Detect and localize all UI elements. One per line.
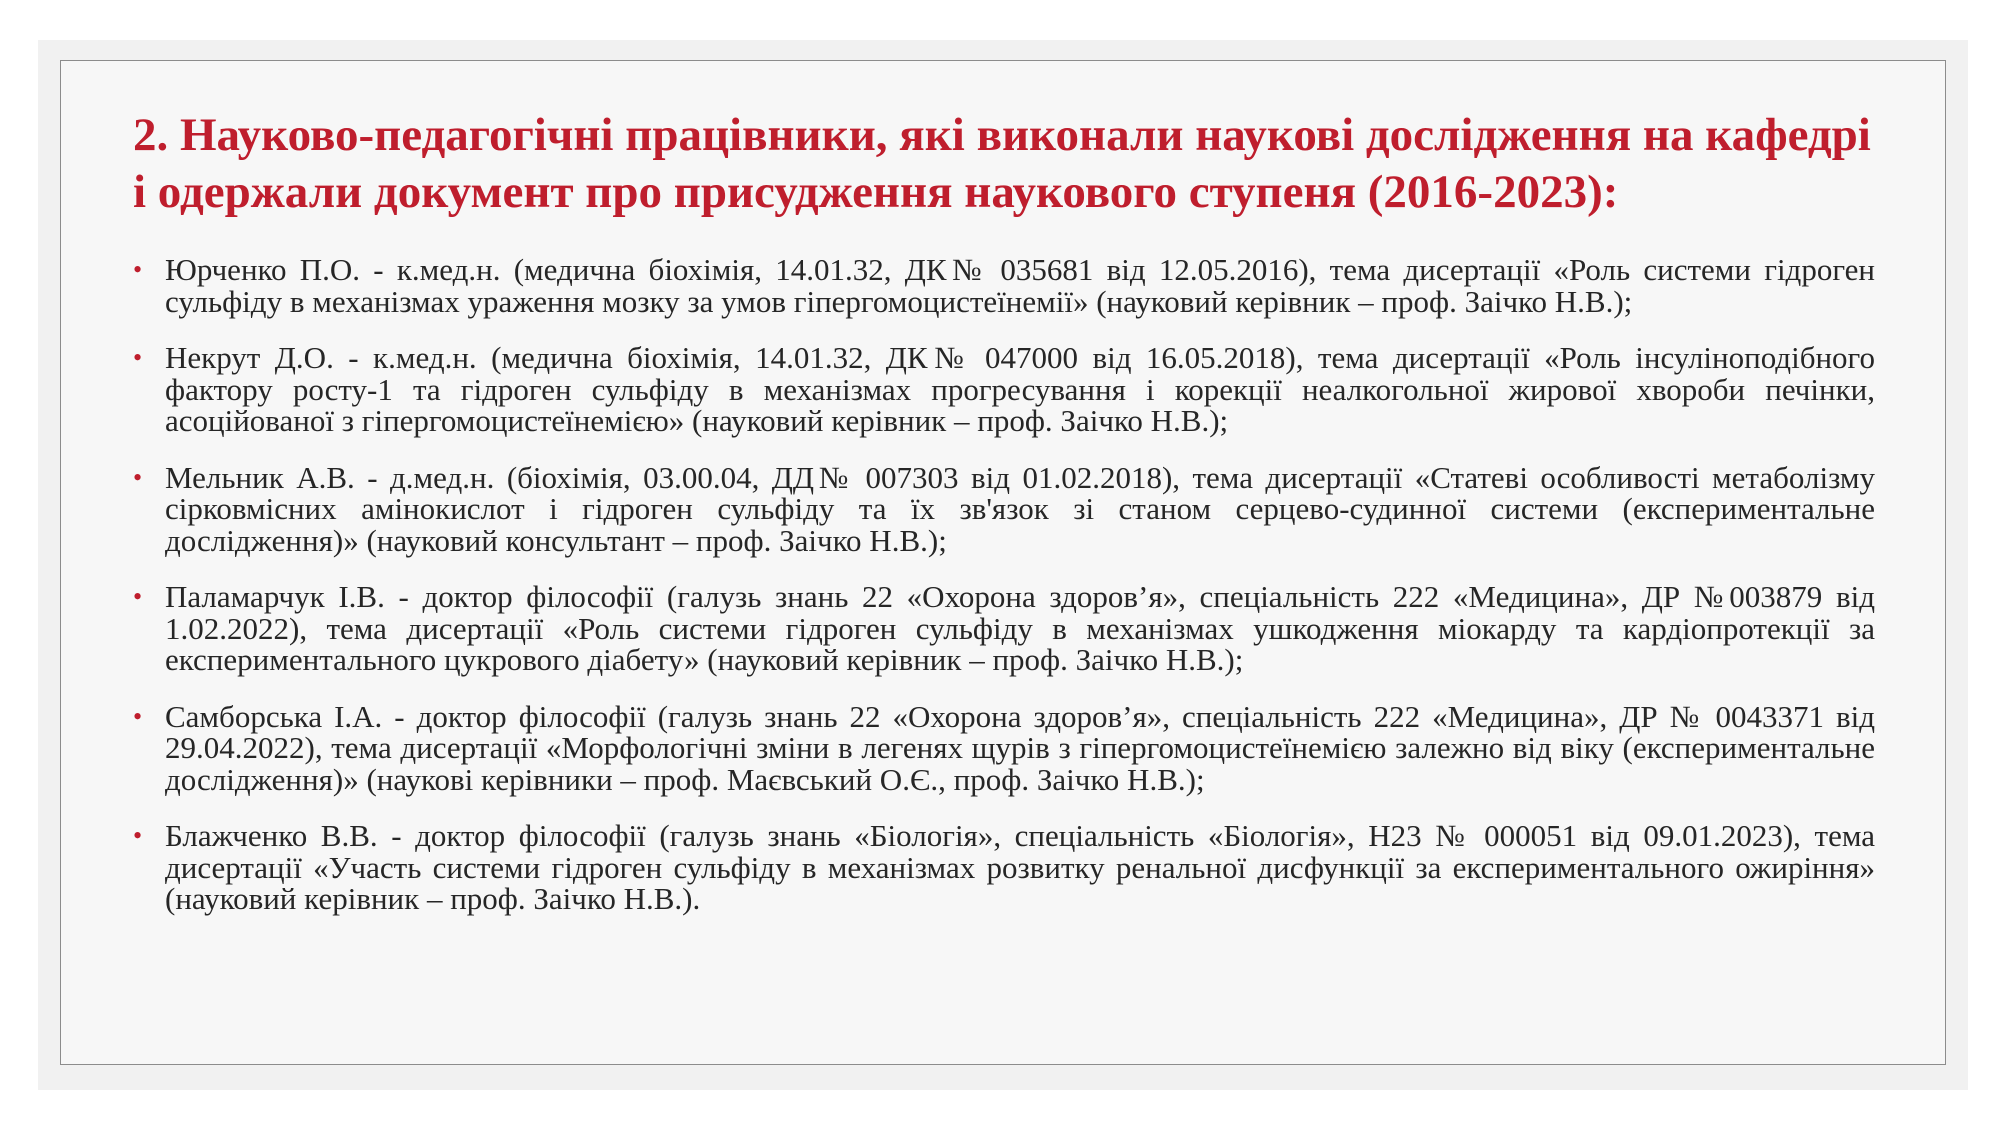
slide-title: 2. Науково-педагогічні працівники, які виконали наукові дослідження на кафедрі і одержали документ про присудження наукового ступеня (2016-2023): xyxy=(133,109,1871,218)
list-item-text: Самборська І.А. - доктор філософії (галузь знань 22 «Охорона здоров’я», спеціальність 222 «Медицина», ДР № 0043371 від 29.04.2022), тема дисертації «Морфологічні зміни в легенях щурів з гіпергомоцистеїнемією залежно від віку (експериментальне дослідження)» (наукові керівники – проф. Маєвський О.Є., проф. Заічко Н.В.); xyxy=(165,698,1875,797)
bullet-icon: • xyxy=(133,462,143,492)
bullet-icon: • xyxy=(133,582,143,611)
list-item xyxy=(133,459,1875,558)
list-item-text: Паламарчук І.В. - доктор філософії (галузь знань 22 «Охорона здоров’я», спеціальність 222 «Медицина», ДР №003879 від 1.02.2022), тема дисертації «Роль системи гідроген сульфіду в механізмах ушкодження міокарду та кардіопротекції за експериментального цукрового діабету» (науковий керівник – проф. Заічко Н.В.); xyxy=(165,579,1875,677)
list-item-text: Юрченко П.О. - к.мед.н. (медична біохімія, 14.01.32, ДК№ 035681 від 12.05.2016), тема дисертації «Роль системи гідроген сульфіду в механізмах ураження мозку за умов гіпергомоцистеїнемії» (науковий керівник – проф. Заічко Н.В.); xyxy=(165,252,1875,319)
list-item xyxy=(133,820,1875,915)
bullet-icon: • xyxy=(133,343,143,372)
list-item xyxy=(133,581,1875,676)
list-item-text: Мельник А.В. - д.мед.н. (біохімія, 03.00.04, ДД№ 007303 від 01.02.2018), тема дисертації «Статеві особливості метаболізму сірковмісних амінокислот і гідроген сульфіду та їх зв'язок зі станом серцево-судинної системи (експериментальне дослідження)» (науковий консультант – проф. Заічко Н.В.); xyxy=(165,459,1875,558)
bullet-icon: • xyxy=(133,255,143,284)
list-item xyxy=(133,254,1875,317)
bullet-icon: • xyxy=(133,701,143,731)
list-item xyxy=(133,698,1875,797)
bullet-list xyxy=(133,254,1875,940)
bullet-icon: • xyxy=(133,821,143,850)
list-item xyxy=(133,342,1875,437)
slide xyxy=(60,60,1946,1065)
list-item-text: Некрут Д.О. - к.мед.н. (медична біохімія, 14.01.32, ДК№ 047000 від 16.05.2018), тема дисертації «Роль інсуліноподібного фактору росту-1 та гідроген сульфіду в механізмах прогресування і корекції неалкогольної жирової хвороби печінки, асоційованої з гіпергомоцистеїнемією» (науковий керівник – проф. Заічко Н.В.); xyxy=(165,340,1875,438)
list-item-text: Блажченко В.В. - доктор філософії (галузь знань «Біологія», спеціальність «Біологія», Н23 № 000051 від 09.01.2023), тема дисертації «Участь системи гідроген сульфіду в механізмах розвитку ренальної дисфункції за експериментального ожиріння» (науковий керівник – проф. Заічко Н.В.). xyxy=(165,818,1875,916)
